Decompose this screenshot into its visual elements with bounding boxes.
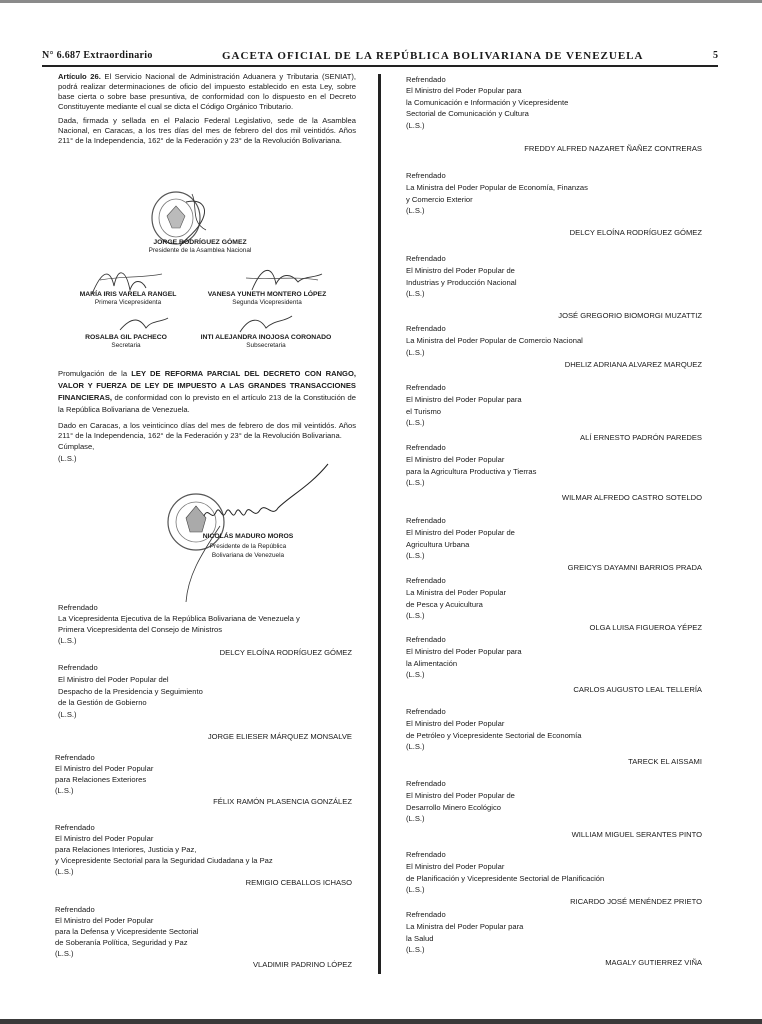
signatory-name: MARÍA IRIS VARELA RANGEL	[79, 291, 177, 298]
top-border	[0, 0, 762, 3]
signature-assembly-president	[149, 239, 252, 255]
cumplase: Cúmplase,	[58, 441, 95, 451]
refrendado-line: (L.S.)	[406, 611, 425, 621]
signatory-name: JOSÉ GREGORIO BIOMORGI MUZATTIZ	[558, 311, 702, 321]
signatory-role: Segunda Vicepresidenta	[232, 299, 302, 307]
refrendado-line: El Ministro del Poder Popular	[406, 454, 505, 464]
refrendado-block	[406, 253, 702, 322]
refrendado-line: (L.S.)	[55, 786, 74, 795]
dado-paragraph: Dado en Caracas, a los veinticinco días del mes de febrero de dos mil veintidós. Años 211° de la Independencia, 162° de la Federación y 23° de la Revolución Bolivariana.	[58, 420, 356, 440]
article-26	[58, 72, 356, 112]
signatory-name: ALÍ ERNESTO PADRÓN PAREDES	[580, 433, 702, 443]
signatory-role: Presidente de la República	[209, 542, 287, 550]
refrendado-block	[406, 170, 702, 239]
refrendado-line: (L.S.)	[406, 478, 425, 488]
signature-subsecretary	[201, 334, 332, 350]
refrendado-line: El Ministro del Poder Popular para	[406, 86, 522, 96]
signatory-name: JORGE RODRÍGUEZ GÓMEZ	[153, 239, 247, 246]
refrendado-line: y Vicepresidente Sectorial para la Seguridad Ciudadana y la Paz	[55, 856, 273, 865]
refrendado-block	[406, 382, 702, 444]
signatory-name: WILMAR ALFREDO CASTRO SOTELDO	[561, 493, 702, 503]
refrendado-line: (L.S.)	[406, 742, 425, 752]
refrendado-line: (L.S.)	[406, 551, 425, 561]
refrendado-line: Refrendado	[406, 850, 446, 859]
refrendado-line: (L.S.)	[406, 120, 425, 130]
refrendado-line: (L.S.)	[406, 670, 425, 680]
refrendado-line: Agricultura Urbana	[406, 539, 470, 549]
refrendado-line: El Ministro del Poder Popular	[55, 764, 154, 773]
refrendado-line: Despacho de la Presidencia y Seguimiento	[58, 686, 203, 696]
signatory-role: Primera Vicepresidenta	[94, 299, 162, 307]
gazette-title: GACETA OFICIAL DE LA REPÚBLICA BOLIVARIANA DE VENEZUELA	[222, 50, 644, 62]
refrendado-block	[406, 849, 702, 908]
signatory-name: DELCY ELOÍNA RODRÍGUEZ GÓMEZ	[219, 648, 352, 657]
promulgation-suffix: de conformidad con lo previsto en el artículo 213 de la Constitución de la República Bolivariana de Venezuela.	[58, 393, 356, 415]
refrendado-line: El Ministro del Poder Popular	[406, 718, 505, 728]
refrendado-line: Refrendado	[406, 910, 446, 919]
signatory-name: TARECK EL AISSAMI	[628, 757, 702, 767]
refrendado-line: (L.S.)	[406, 206, 425, 216]
signatory-name: RICARDO JOSÉ MENÉNDEZ PRIETO	[570, 897, 702, 907]
issue-number: N° 6.687 Extraordinario	[42, 50, 153, 61]
refrendado-line: de Petróleo y Vicepresidente Sectorial de Economía	[406, 730, 582, 740]
refrendado-line: (L.S.)	[406, 945, 425, 955]
dada-paragraph: Dada, firmada y sellada en el Palacio Federal Legislativo, sede de la Asamblea Nacional, en Caracas, a los tres días del mes de febrero del dos mil veintidós. Años 211° de la Independencia, 162° de la Federación y 23° de la Revolución Bolivariana.	[58, 116, 356, 146]
refrendado-line: (L.S.)	[406, 885, 425, 895]
signatory-role: Secretaria	[111, 342, 141, 350]
refrendado-line: para la Defensa y Vicepresidente Sectorial	[55, 927, 199, 936]
law-title: LEY DE REFORMA PARCIAL DEL DECRETO CON RANGO, VALOR Y FUERZA DE LEY DE IMPUESTO A LAS GRANDES TRANSACCIONES FINANCIERAS,	[58, 369, 356, 403]
refrendado-line: El Ministro del Poder Popular de	[406, 790, 515, 800]
refrendado-line: Industrias y Producción Nacional	[406, 277, 517, 287]
column-divider	[378, 74, 381, 974]
refrendado-line: Refrendado	[406, 75, 446, 84]
signatory-name: FÉLIX RAMÓN PLASENCIA GONZÁLEZ	[213, 797, 352, 806]
refrendado-line: La Ministra del Poder Popular	[406, 587, 507, 597]
page-header	[42, 50, 718, 64]
signatory-name: INTI ALEJANDRA INOJOSA CORONADO	[200, 334, 332, 341]
refrendado-line: La Vicepresidenta Ejecutiva de la República Bolivariana de Venezuela y	[58, 614, 300, 623]
refrendado-block	[58, 662, 352, 743]
refrendado-line: El Ministro del Poder Popular para	[406, 646, 522, 656]
refrendado-line: La Ministra del Poder Popular de Comercio Nacional	[406, 336, 583, 346]
refrendado-line: (L.S.)	[406, 289, 425, 299]
refrendado-line: Primera Vicepresidenta del Consejo de Ministros	[58, 625, 223, 634]
signatory-name: OLGA LUISA FIGUEROA YÉPEZ	[589, 623, 702, 633]
refrendado-line: Refrendado	[406, 707, 446, 716]
page-number: 5	[713, 50, 718, 61]
refrendado-line: El Ministro del Poder Popular	[55, 834, 154, 843]
refrendado-block	[406, 634, 702, 696]
refrendado-line: Refrendado	[55, 753, 95, 762]
refrendado-line: y Comercio Exterior	[406, 194, 473, 204]
refrendado-block	[406, 442, 702, 504]
promulgation-paragraph	[58, 368, 356, 417]
refrendado-line: El Ministro del Poder Popular	[406, 861, 505, 871]
refrendado-line: para Relaciones Exteriores	[55, 775, 147, 784]
refrendado-line: (L.S.)	[406, 418, 425, 428]
refrendado-line: Refrendado	[55, 823, 95, 832]
refrendado-line: El Ministro del Poder Popular de	[406, 527, 515, 537]
refrendado-block	[55, 752, 352, 807]
refrendado-block	[406, 706, 702, 768]
signatory-role: Bolivariana de Venezuela	[211, 552, 285, 560]
refrendado-block	[406, 778, 702, 841]
signature-vp1	[80, 291, 177, 307]
article-text: El Servicio Nacional de Administración Aduanera y Tributaria (SENIAT), podrá realizar determinaciones de oficio del impuesto establecido en esta Ley, sobre base cierta o sobre base presuntiva, de conformidad con lo dispuesto en el Decreto Constituyente mediante el cual se dicta el Código Orgánico Tributario.	[58, 72, 356, 112]
left-column-text	[58, 72, 356, 150]
signatory-name: FREDDY ALFRED NAZARET ÑAÑEZ CONTRERAS	[524, 143, 702, 153]
refrendado-line: de la Gestión de Gobierno	[58, 698, 147, 708]
refrendado-line: (L.S.)	[406, 814, 425, 824]
signatory-name: CARLOS AUGUSTO LEAL TELLERÍA	[573, 685, 702, 695]
refrendado-line: La Ministra del Poder Popular para	[406, 921, 524, 931]
refrendado-line: Refrendado	[406, 254, 446, 263]
refrendado-block	[406, 909, 702, 969]
refrendado-line: El Ministro del Poder Popular para	[406, 394, 522, 404]
refrendado-line: de Pesca y Acuicultura	[406, 599, 483, 609]
refrendado-line: Sectorial de Comunicación y Cultura	[406, 109, 529, 119]
refrendado-line: Refrendado	[55, 905, 95, 914]
refrendado-line: Refrendado	[58, 603, 98, 612]
secretary-signatures-graphic	[110, 312, 310, 336]
signatory-name: VANESA YUNETH MONTERO LÓPEZ	[207, 291, 327, 298]
signatory-name: DELCY ELOÍNA RODRÍGUEZ GÓMEZ	[569, 228, 702, 238]
signatory-role: Presidente de la Asamblea Nacional	[148, 247, 252, 255]
signatory-name: WILLIAM MIGUEL SERANTES PINTO	[571, 830, 702, 840]
signatory-name: JORGE ELIESER MÁRQUEZ MONSALVE	[207, 731, 352, 741]
refrendado-line: para la Agricultura Productiva y Tierras	[406, 466, 537, 476]
refrendado-line: El Ministro del Poder Popular del	[58, 674, 169, 684]
refrendado-line: El Ministro del Poder Popular de	[406, 265, 515, 275]
signatory-name: REMIGIO CEBALLOS ICHASO	[245, 878, 352, 887]
signature-secretary	[85, 334, 167, 350]
refrendado-block	[406, 515, 702, 574]
refrendado-line: Refrendado	[406, 383, 446, 392]
refrendado-block	[55, 904, 352, 970]
refrendado-block	[55, 822, 352, 888]
signature-president	[203, 532, 294, 560]
refrendado-line: Refrendado	[406, 635, 446, 644]
refrendado-line: Refrendado	[406, 171, 446, 180]
signatory-name: DHELIZ ADRIANA ALVAREZ MARQUEZ	[564, 360, 702, 370]
refrendado-line: (L.S.)	[58, 710, 77, 720]
refrendado-line: Refrendado	[406, 443, 446, 452]
bottom-border	[0, 1019, 762, 1024]
refrendado-block	[406, 74, 702, 154]
refrendado-line: Refrendado	[406, 779, 446, 788]
refrendado-block	[406, 323, 702, 372]
signature-vp2	[208, 291, 326, 307]
refrendado-line: para Relaciones Interiores, Justicia y Paz,	[55, 845, 197, 854]
refrendado-line: la Comunicación e Información y Vicepresidente	[406, 97, 569, 107]
refrendado-line: Desarrollo Minero Ecológico	[406, 802, 501, 812]
signatory-role: Subsecretaria	[246, 342, 286, 350]
refrendado-block	[406, 575, 702, 634]
article-label: Artículo 26.	[58, 72, 101, 81]
refrendado-line: Refrendado	[58, 663, 98, 672]
ls-seal-note: (L.S.)	[58, 453, 77, 463]
promulgation-prefix: Promulgación de la	[58, 369, 128, 378]
signatory-name: ROSALBA GIL PACHECO	[85, 334, 167, 341]
refrendado-line: la Alimentación	[406, 658, 458, 668]
refrendado-line: (L.S.)	[55, 867, 74, 876]
header-rule	[42, 65, 718, 67]
refrendado-line: la Salud	[406, 933, 434, 943]
refrendado-line: (L.S.)	[55, 949, 74, 958]
refrendado-line: de Soberanía Política, Seguridad y Paz	[55, 938, 188, 947]
refrendado-line: (L.S.)	[406, 348, 425, 358]
promulgation-block	[58, 368, 356, 465]
refrendado-line: La Ministra del Poder Popular de Economía, Finanzas	[406, 182, 588, 192]
refrendado-line: de Planificación y Vicepresidente Sectorial de Planificación	[406, 873, 605, 883]
refrendado-line: El Ministro del Poder Popular	[55, 916, 154, 925]
refrendado-line: (L.S.)	[58, 636, 77, 645]
signatory-name: VLADIMIR PADRINO LÓPEZ	[252, 960, 352, 969]
refrendado-block	[58, 602, 352, 658]
signatory-name: MAGALY GUTIERREZ VIÑA	[605, 958, 702, 968]
presidential-seal-graphic	[160, 456, 360, 606]
refrendado-line: Refrendado	[406, 324, 446, 333]
refrendado-line: Refrendado	[406, 516, 446, 525]
refrendado-line: el Turismo	[406, 406, 442, 416]
signatory-name: GREICYS DAYAMNI BARRIOS PRADA	[567, 563, 702, 573]
signatory-name: NICOLÁS MADURO MOROS	[202, 533, 294, 540]
refrendado-line: Refrendado	[406, 576, 446, 585]
